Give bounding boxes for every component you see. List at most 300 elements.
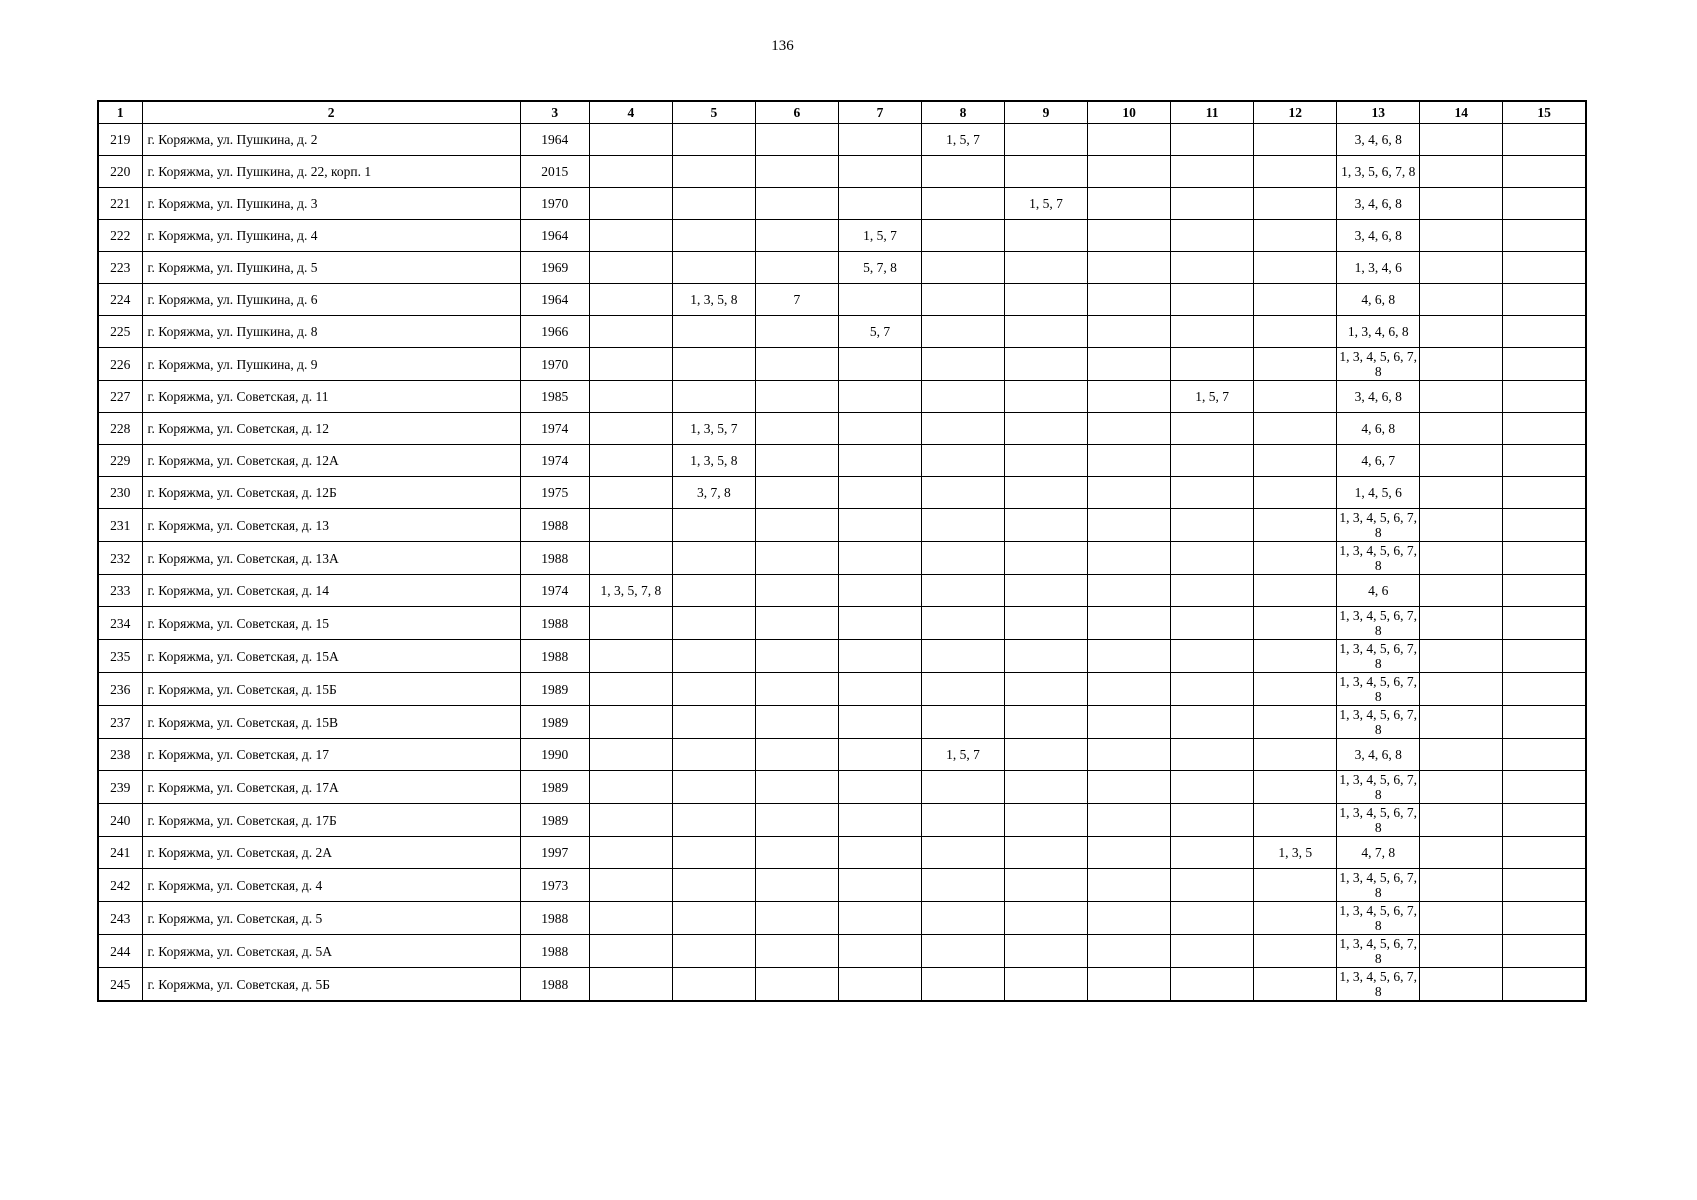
col-12-cell [1254, 607, 1337, 640]
col-15-cell [1503, 542, 1586, 575]
col-8-cell [921, 771, 1004, 804]
col-11-cell [1171, 477, 1254, 509]
column-header-3: 3 [520, 101, 589, 124]
col-10-cell [1088, 252, 1171, 284]
address-cell: г. Коряжма, ул. Советская, д. 17Б [142, 804, 520, 837]
col-11-cell [1171, 804, 1254, 837]
col-4-cell [589, 968, 672, 1002]
column-header-6: 6 [755, 101, 838, 124]
col-8-cell [921, 804, 1004, 837]
column-header-2: 2 [142, 101, 520, 124]
col-8-cell [921, 706, 1004, 739]
address-cell: г. Коряжма, ул. Советская, д. 2А [142, 837, 520, 869]
table-row [98, 188, 1586, 220]
col-15-cell [1503, 640, 1586, 673]
year-built-cell: 1974 [520, 445, 589, 477]
col-5-cell [672, 252, 755, 284]
table-row [98, 706, 1586, 739]
col-9-cell [1005, 413, 1088, 445]
column-header-7: 7 [838, 101, 921, 124]
col-14-cell [1420, 124, 1503, 156]
col-7-cell [838, 968, 921, 1002]
col-7-cell [838, 837, 921, 869]
col-9-cell [1005, 381, 1088, 413]
col-8-cell [921, 935, 1004, 968]
col-10-cell [1088, 771, 1171, 804]
col-9-cell [1005, 968, 1088, 1002]
col-11-cell [1171, 316, 1254, 348]
col-4-cell [589, 413, 672, 445]
table-row [98, 575, 1586, 607]
row-number-cell: 237 [98, 706, 142, 739]
year-built-cell: 1990 [520, 739, 589, 771]
col-6-cell [755, 673, 838, 706]
address-cell: г. Коряжма, ул. Советская, д. 15Б [142, 673, 520, 706]
col-9-cell [1005, 445, 1088, 477]
column-header-10: 10 [1088, 101, 1171, 124]
col-14-cell [1420, 316, 1503, 348]
col-10-cell [1088, 804, 1171, 837]
row-number-cell: 240 [98, 804, 142, 837]
col-11-cell [1171, 739, 1254, 771]
table-row [98, 413, 1586, 445]
col-5-cell [672, 837, 755, 869]
col-7-cell [838, 542, 921, 575]
col-10-cell [1088, 902, 1171, 935]
col-8-cell: 1, 5, 7 [921, 124, 1004, 156]
col-8-cell [921, 381, 1004, 413]
col-9-cell [1005, 509, 1088, 542]
col-11-cell [1171, 509, 1254, 542]
col-13-cell: 3, 4, 6, 8 [1337, 220, 1420, 252]
col-10-cell [1088, 509, 1171, 542]
col-8-cell [921, 252, 1004, 284]
table-row [98, 837, 1586, 869]
col-14-cell [1420, 837, 1503, 869]
col-5-cell [672, 542, 755, 575]
table-row [98, 673, 1586, 706]
col-6-cell [755, 607, 838, 640]
col-5-cell [672, 902, 755, 935]
col-8-cell [921, 902, 1004, 935]
col-8-cell [921, 673, 1004, 706]
col-11-cell [1171, 968, 1254, 1002]
col-6-cell [755, 348, 838, 381]
col-12-cell [1254, 284, 1337, 316]
col-5-cell [672, 673, 755, 706]
col-10-cell [1088, 869, 1171, 902]
column-header-14: 14 [1420, 101, 1503, 124]
col-12-cell [1254, 445, 1337, 477]
year-built-cell: 1970 [520, 348, 589, 381]
col-4-cell [589, 445, 672, 477]
col-9-cell [1005, 673, 1088, 706]
row-number-cell: 219 [98, 124, 142, 156]
col-13-cell: 4, 7, 8 [1337, 837, 1420, 869]
table-row [98, 252, 1586, 284]
col-15-cell [1503, 509, 1586, 542]
col-6-cell [755, 188, 838, 220]
column-header-1: 1 [98, 101, 142, 124]
col-14-cell [1420, 673, 1503, 706]
year-built-cell: 1988 [520, 509, 589, 542]
col-11-cell [1171, 706, 1254, 739]
col-9-cell [1005, 935, 1088, 968]
year-built-cell: 1989 [520, 706, 589, 739]
col-5-cell [672, 124, 755, 156]
col-13-cell: 1, 3, 4, 5, 6, 7, 8 [1337, 935, 1420, 968]
col-11-cell [1171, 902, 1254, 935]
table-row [98, 477, 1586, 509]
col-8-cell [921, 837, 1004, 869]
table-row [98, 771, 1586, 804]
col-8-cell [921, 607, 1004, 640]
col-12-cell [1254, 413, 1337, 445]
year-built-cell: 1997 [520, 837, 589, 869]
address-cell: г. Коряжма, ул. Пушкина, д. 6 [142, 284, 520, 316]
table-body [98, 124, 1586, 1002]
year-built-cell: 1988 [520, 542, 589, 575]
address-cell: г. Коряжма, ул. Пушкина, д. 5 [142, 252, 520, 284]
col-7-cell [838, 804, 921, 837]
col-15-cell [1503, 706, 1586, 739]
year-built-cell: 1988 [520, 935, 589, 968]
address-cell: г. Коряжма, ул. Советская, д. 15 [142, 607, 520, 640]
col-9-cell [1005, 542, 1088, 575]
col-6-cell [755, 575, 838, 607]
address-cell: г. Коряжма, ул. Пушкина, д. 9 [142, 348, 520, 381]
table-row [98, 640, 1586, 673]
col-9-cell [1005, 348, 1088, 381]
col-15-cell [1503, 156, 1586, 188]
col-4-cell [589, 477, 672, 509]
col-13-cell: 3, 4, 6, 8 [1337, 381, 1420, 413]
col-11-cell [1171, 252, 1254, 284]
col-5-cell: 1, 3, 5, 8 [672, 445, 755, 477]
year-built-cell: 1989 [520, 771, 589, 804]
col-13-cell: 1, 3, 4, 5, 6, 7, 8 [1337, 673, 1420, 706]
col-11-cell [1171, 771, 1254, 804]
col-4-cell [589, 771, 672, 804]
col-10-cell [1088, 575, 1171, 607]
row-number-cell: 233 [98, 575, 142, 607]
col-6-cell [755, 902, 838, 935]
col-11-cell [1171, 188, 1254, 220]
table-row [98, 607, 1586, 640]
col-12-cell [1254, 575, 1337, 607]
year-built-cell: 1966 [520, 316, 589, 348]
year-built-cell: 1985 [520, 381, 589, 413]
col-4-cell [589, 935, 672, 968]
row-number-cell: 228 [98, 413, 142, 445]
col-10-cell [1088, 220, 1171, 252]
col-9-cell [1005, 477, 1088, 509]
col-13-cell: 1, 3, 4, 5, 6, 7, 8 [1337, 771, 1420, 804]
col-9-cell [1005, 739, 1088, 771]
table-row [98, 804, 1586, 837]
col-8-cell [921, 156, 1004, 188]
buildings-register-table [97, 100, 1587, 1002]
col-7-cell [838, 188, 921, 220]
col-12-cell [1254, 706, 1337, 739]
col-15-cell [1503, 252, 1586, 284]
table-row [98, 220, 1586, 252]
col-15-cell [1503, 220, 1586, 252]
year-built-cell: 1988 [520, 968, 589, 1002]
year-built-cell: 1964 [520, 220, 589, 252]
col-14-cell [1420, 706, 1503, 739]
table-header-row [98, 101, 1586, 124]
col-12-cell [1254, 542, 1337, 575]
year-built-cell: 1988 [520, 607, 589, 640]
col-15-cell [1503, 837, 1586, 869]
col-7-cell [838, 413, 921, 445]
col-5-cell [672, 640, 755, 673]
col-15-cell [1503, 804, 1586, 837]
address-cell: г. Коряжма, ул. Советская, д. 5 [142, 902, 520, 935]
col-13-cell: 1, 3, 4, 5, 6, 7, 8 [1337, 869, 1420, 902]
row-number-cell: 225 [98, 316, 142, 348]
col-6-cell [755, 837, 838, 869]
col-15-cell [1503, 188, 1586, 220]
col-9-cell [1005, 902, 1088, 935]
col-15-cell [1503, 673, 1586, 706]
col-7-cell [838, 124, 921, 156]
col-15-cell [1503, 935, 1586, 968]
address-cell: г. Коряжма, ул. Советская, д. 15В [142, 706, 520, 739]
col-15-cell [1503, 381, 1586, 413]
col-13-cell: 1, 3, 4, 5, 6, 7, 8 [1337, 348, 1420, 381]
col-12-cell [1254, 673, 1337, 706]
col-8-cell: 1, 5, 7 [921, 739, 1004, 771]
address-cell: г. Коряжма, ул. Советская, д. 17 [142, 739, 520, 771]
table-row [98, 739, 1586, 771]
col-4-cell [589, 284, 672, 316]
col-6-cell [755, 381, 838, 413]
col-13-cell: 1, 3, 4, 6 [1337, 252, 1420, 284]
col-7-cell: 5, 7, 8 [838, 252, 921, 284]
row-number-cell: 243 [98, 902, 142, 935]
col-14-cell [1420, 445, 1503, 477]
col-12-cell [1254, 771, 1337, 804]
col-11-cell: 1, 5, 7 [1171, 381, 1254, 413]
col-13-cell: 1, 3, 4, 5, 6, 7, 8 [1337, 607, 1420, 640]
year-built-cell: 1973 [520, 869, 589, 902]
col-8-cell [921, 869, 1004, 902]
column-header-15: 15 [1503, 101, 1586, 124]
col-8-cell [921, 220, 1004, 252]
col-6-cell [755, 413, 838, 445]
col-5-cell [672, 381, 755, 413]
col-4-cell [589, 124, 672, 156]
col-4-cell [589, 739, 672, 771]
row-number-cell: 234 [98, 607, 142, 640]
col-14-cell [1420, 935, 1503, 968]
col-7-cell [838, 935, 921, 968]
col-8-cell [921, 509, 1004, 542]
address-cell: г. Коряжма, ул. Советская, д. 12А [142, 445, 520, 477]
address-cell: г. Коряжма, ул. Советская, д. 4 [142, 869, 520, 902]
address-cell: г. Коряжма, ул. Пушкина, д. 8 [142, 316, 520, 348]
col-14-cell [1420, 381, 1503, 413]
col-8-cell [921, 542, 1004, 575]
col-4-cell [589, 902, 672, 935]
col-10-cell [1088, 188, 1171, 220]
col-6-cell [755, 124, 838, 156]
address-cell: г. Коряжма, ул. Пушкина, д. 22, корп. 1 [142, 156, 520, 188]
col-13-cell: 3, 4, 6, 8 [1337, 739, 1420, 771]
row-number-cell: 231 [98, 509, 142, 542]
col-7-cell [838, 673, 921, 706]
col-6-cell [755, 477, 838, 509]
col-7-cell [838, 869, 921, 902]
col-4-cell [589, 607, 672, 640]
col-14-cell [1420, 220, 1503, 252]
col-5-cell [672, 771, 755, 804]
col-6-cell [755, 804, 838, 837]
col-14-cell [1420, 413, 1503, 445]
row-number-cell: 229 [98, 445, 142, 477]
col-9-cell [1005, 220, 1088, 252]
col-7-cell [838, 575, 921, 607]
col-5-cell: 1, 3, 5, 7 [672, 413, 755, 445]
address-cell: г. Коряжма, ул. Советская, д. 5А [142, 935, 520, 968]
col-10-cell [1088, 284, 1171, 316]
address-cell: г. Коряжма, ул. Советская, д. 12Б [142, 477, 520, 509]
col-12-cell [1254, 869, 1337, 902]
col-11-cell [1171, 837, 1254, 869]
col-14-cell [1420, 477, 1503, 509]
row-number-cell: 236 [98, 673, 142, 706]
col-13-cell: 1, 3, 4, 5, 6, 7, 8 [1337, 902, 1420, 935]
col-9-cell [1005, 804, 1088, 837]
col-12-cell [1254, 188, 1337, 220]
col-15-cell [1503, 869, 1586, 902]
col-10-cell [1088, 706, 1171, 739]
col-15-cell [1503, 902, 1586, 935]
col-9-cell [1005, 252, 1088, 284]
col-10-cell [1088, 381, 1171, 413]
col-12-cell [1254, 381, 1337, 413]
col-15-cell [1503, 284, 1586, 316]
col-8-cell [921, 413, 1004, 445]
col-14-cell [1420, 869, 1503, 902]
year-built-cell: 1970 [520, 188, 589, 220]
col-5-cell [672, 739, 755, 771]
col-14-cell [1420, 968, 1503, 1002]
row-number-cell: 222 [98, 220, 142, 252]
col-11-cell [1171, 542, 1254, 575]
address-cell: г. Коряжма, ул. Советская, д. 17А [142, 771, 520, 804]
table-row [98, 509, 1586, 542]
row-number-cell: 235 [98, 640, 142, 673]
col-4-cell [589, 381, 672, 413]
col-11-cell [1171, 640, 1254, 673]
col-7-cell [838, 348, 921, 381]
col-13-cell: 1, 3, 4, 5, 6, 7, 8 [1337, 542, 1420, 575]
col-14-cell [1420, 902, 1503, 935]
col-15-cell [1503, 968, 1586, 1002]
col-10-cell [1088, 348, 1171, 381]
col-9-cell [1005, 124, 1088, 156]
col-13-cell: 1, 3, 4, 6, 8 [1337, 316, 1420, 348]
col-5-cell [672, 935, 755, 968]
col-8-cell [921, 575, 1004, 607]
col-7-cell [838, 607, 921, 640]
address-cell: г. Коряжма, ул. Пушкина, д. 4 [142, 220, 520, 252]
year-built-cell: 1975 [520, 477, 589, 509]
row-number-cell: 244 [98, 935, 142, 968]
row-number-cell: 230 [98, 477, 142, 509]
col-11-cell [1171, 575, 1254, 607]
col-9-cell [1005, 706, 1088, 739]
column-header-9: 9 [1005, 101, 1088, 124]
col-9-cell [1005, 837, 1088, 869]
col-10-cell [1088, 316, 1171, 348]
col-10-cell [1088, 935, 1171, 968]
col-6-cell [755, 316, 838, 348]
col-5-cell [672, 348, 755, 381]
col-14-cell [1420, 739, 1503, 771]
col-4-cell [589, 348, 672, 381]
col-11-cell [1171, 869, 1254, 902]
col-6-cell [755, 640, 838, 673]
col-8-cell [921, 445, 1004, 477]
address-cell: г. Коряжма, ул. Советская, д. 12 [142, 413, 520, 445]
col-13-cell: 4, 6 [1337, 575, 1420, 607]
col-14-cell [1420, 771, 1503, 804]
col-12-cell [1254, 902, 1337, 935]
col-9-cell [1005, 771, 1088, 804]
table-row [98, 902, 1586, 935]
col-14-cell [1420, 804, 1503, 837]
col-8-cell [921, 968, 1004, 1002]
col-8-cell [921, 284, 1004, 316]
table-row [98, 968, 1586, 1002]
col-11-cell [1171, 156, 1254, 188]
col-12-cell [1254, 220, 1337, 252]
col-12-cell [1254, 804, 1337, 837]
table-row [98, 935, 1586, 968]
row-number-cell: 245 [98, 968, 142, 1002]
col-14-cell [1420, 284, 1503, 316]
year-built-cell: 1989 [520, 804, 589, 837]
col-7-cell [838, 640, 921, 673]
col-6-cell: 7 [755, 284, 838, 316]
col-12-cell [1254, 252, 1337, 284]
row-number-cell: 227 [98, 381, 142, 413]
col-5-cell [672, 706, 755, 739]
col-13-cell: 1, 3, 4, 5, 6, 7, 8 [1337, 706, 1420, 739]
year-built-cell: 1989 [520, 673, 589, 706]
col-7-cell: 1, 5, 7 [838, 220, 921, 252]
col-13-cell: 3, 4, 6, 8 [1337, 124, 1420, 156]
row-number-cell: 221 [98, 188, 142, 220]
col-9-cell [1005, 640, 1088, 673]
table-row [98, 381, 1586, 413]
col-4-cell [589, 837, 672, 869]
col-14-cell [1420, 348, 1503, 381]
col-4-cell [589, 188, 672, 220]
table-row [98, 869, 1586, 902]
col-6-cell [755, 968, 838, 1002]
col-10-cell [1088, 542, 1171, 575]
col-9-cell [1005, 316, 1088, 348]
col-7-cell: 5, 7 [838, 316, 921, 348]
col-10-cell [1088, 607, 1171, 640]
col-10-cell [1088, 640, 1171, 673]
col-9-cell: 1, 5, 7 [1005, 188, 1088, 220]
